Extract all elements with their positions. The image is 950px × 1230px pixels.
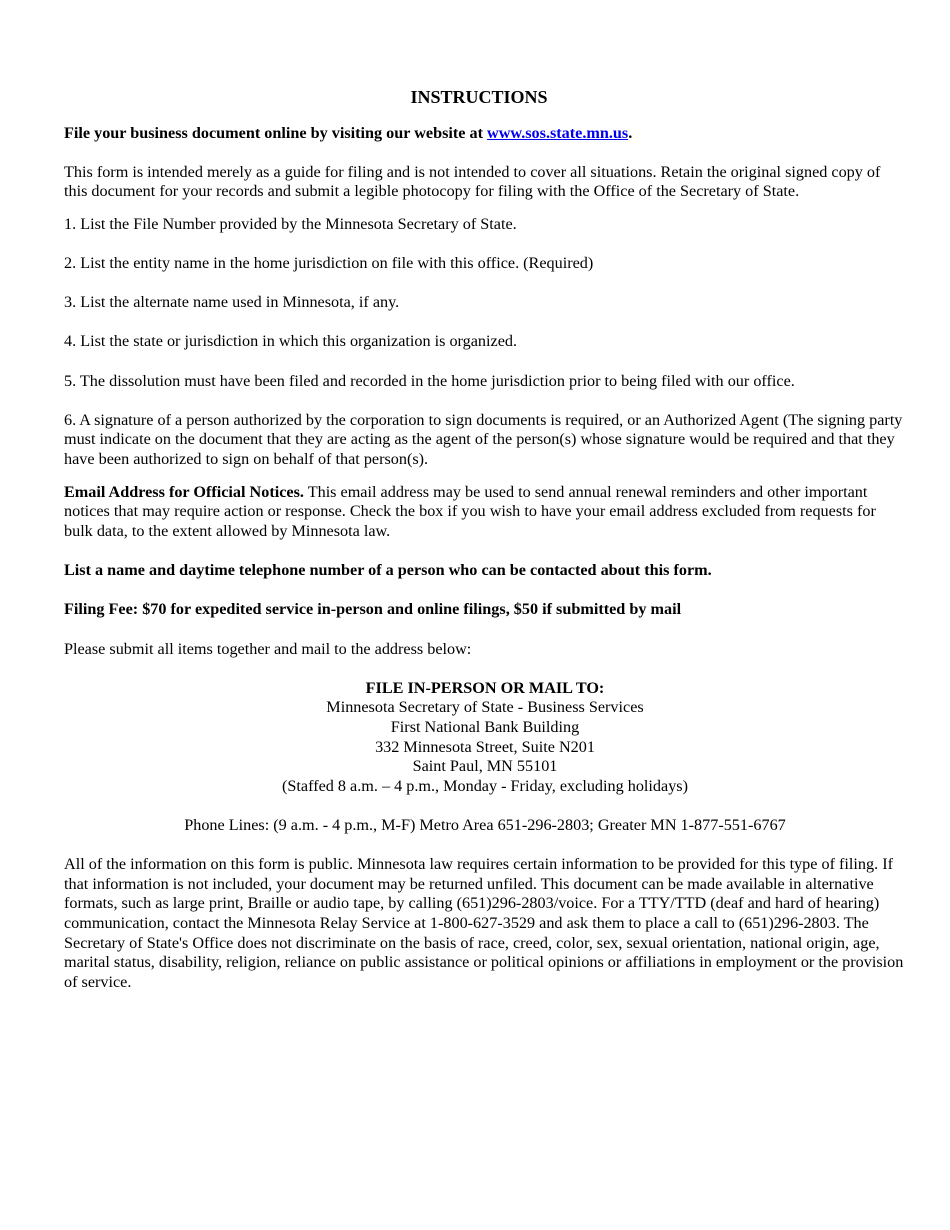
contact-instruction: List a name and daytime telephone number of a person who can be contacted about this form. [64,561,712,580]
email-body: This email address may be used to send annual renewal reminders and other important notices that may require action or response. Check the box if you wish to have your email address excluded from requests for bulk data, to the extent allowed by Minnesota law. [64,482,876,540]
email-notice [64,483,906,542]
email-heading: Email Address for Official Notices. [64,482,304,501]
intro-paragraph: This form is intended merely as a guide for filing and is not intended to cover all situations. Retain the original signed copy of this document for your records and submit a legible photocopy for filing with the Office of the Secretary of State. [64,162,881,201]
filing-fee: Filing Fee: $70 for expedited service in-person and online filings, $50 if submitted by mail [64,600,682,619]
step-6: 6. A signature of a person authorized by the corporation to sign documents is required, or an Authorized Agent (The signing party must indicate on the document that they are acting as the agent of the person(s) whose signature would be required and that they have been authorized to sign on behalf of that person(s). [64,410,903,468]
office-hours: (Staffed 8 a.m. – 4 p.m., Monday - Friday, excluding holidays) [282,776,688,795]
address-heading: FILE IN-PERSON OR MAIL TO: [365,678,605,697]
website-link[interactable]: www.sos.state.mn.us [487,124,629,142]
step-5: 5. The dissolution must have been filed and recorded in the home jurisdiction prior to being filed with our office. [64,371,795,390]
phone-lines: Phone Lines: (9 a.m. - 4 p.m., M-F) Metro Area 651-296-2803; Greater MN 1-877-551-6767 [184,816,786,834]
step-3: 3. List the alternate name used in Minnesota, if any. [64,293,400,312]
step-4: 4. List the state or jurisdiction in which this organization is organized. [64,332,518,351]
page-title: INSTRUCTIONS [410,87,548,107]
website-line [64,124,906,144]
mailing-address [64,679,906,797]
address-line-1: Minnesota Secretary of State - Business Services [326,698,644,717]
address-line-2: First National Bank Building [390,718,580,737]
address-line-4: Saint Paul, MN 55101 [412,757,558,776]
public-notice: All of the information on this form is public. Minnesota law requires certain information to be provided for this type of filing. If that information is not included, your document may be returned unfiled. This document can be made available in alternative formats, such as large print, Braille or audio tape, by calling (651)296-2803/voice. For a TTY/TTD (deaf and hard of hearing) communication, contact the Minnesota Relay Service at 1-800-627-3529 and ask them to place a call to (651)296-2803. The Secretary of State's Office does not discriminate on the basis of race, creed, color, sex, sexual orientation, national origin, age, marital status, disability, religion, reliance on public assistance or political opinions or affiliations in employment or the provision of service. [64,855,904,991]
website-suffix: . [628,124,633,142]
address-line-3: 332 Minnesota Street, Suite N201 [375,737,595,756]
submit-instruction: Please submit all items together and mail to the address below: [64,639,472,658]
website-prefix: File your business document online by visiting our website at [64,124,488,142]
instructions-page [64,86,906,992]
step-2: 2. List the entity name in the home jurisdiction on file with this office. (Required) [64,253,594,272]
step-1: 1. List the File Number provided by the Minnesota Secretary of State. [64,214,517,233]
